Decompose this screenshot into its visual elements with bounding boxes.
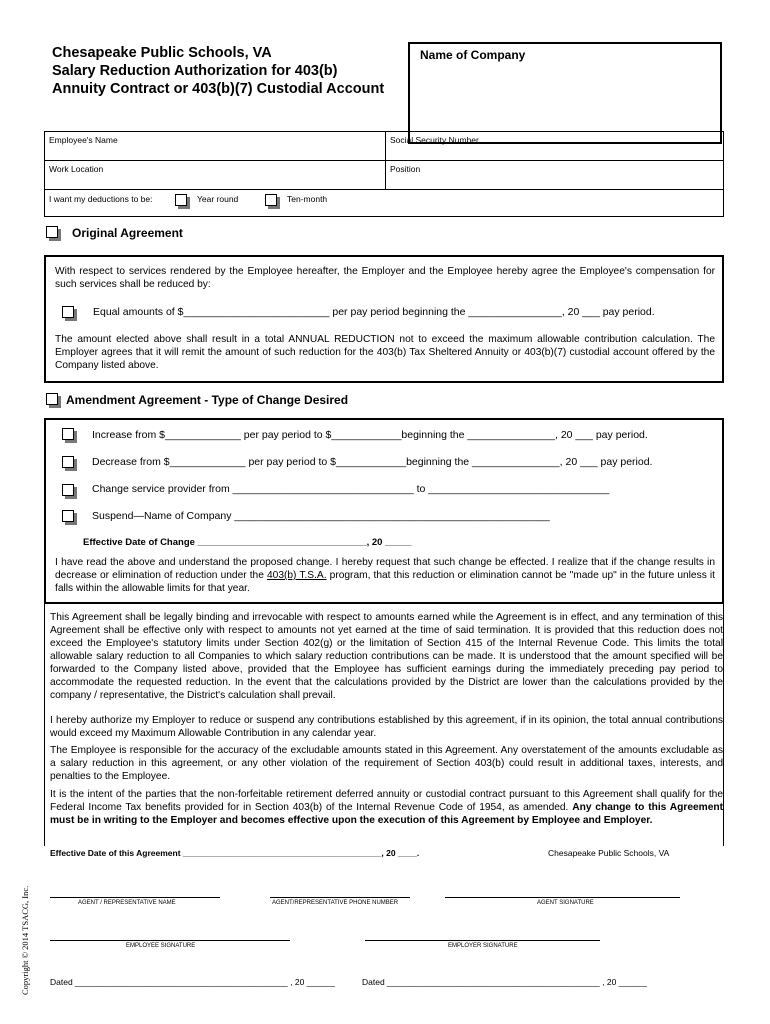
change-provider-line[interactable]: Change service provider from _______________________________ to _______________________________ [92,483,610,495]
amendment-heading: Amendment Agreement - Type of Change Desired [66,393,349,407]
increase-line[interactable]: Increase from $_____________ per pay period to $____________beginning the _______________, 20 ___ pay period. [92,429,648,441]
ten-month-label: Ten-month [287,194,328,204]
position-field[interactable]: Position [390,164,421,174]
form-title [52,44,384,98]
tsa-link[interactable]: 403(b) T.S.A. [267,570,327,581]
original-agreement-heading: Original Agreement [72,226,183,240]
suspend-line[interactable]: Suspend—Name of Company ______________________________________________________ [92,510,550,522]
terms-paragraph-1: This Agreement shall be legally binding and irrevocable with respect to amounts earned while the Agreement is in effect, and any termination of this Agreement shall be effective only with respect to amounts not yet earned at the time of said termination. It is provided that this reduction does not exceed the Employee's statutory limits under Section 402(g) or the limitation of Section 415 of the Internal Revenue Code. This limits the total allowable salary reduction to all Companies to which salary reduction contributions can be made. It is understood that the amount specified will be forwarded to the Company listed above, provided that the Employee has sufficient earnings during the immediately preceding pay period to accommodate the requested reduction. In the event that the calculations provided by the District are lower than the calculations provided by the company / representative, the District's calculation shall prevail. [50,612,723,701]
ssn-field[interactable]: Social Security Number [390,135,479,145]
equal-amounts-line[interactable]: Equal amounts of $_________________________ per pay period beginning the ________________, 20 ___ pay period. [93,306,655,318]
effective-change-line[interactable]: Effective Date of Change ________________________________, 20 _____ [83,537,412,548]
ack-part-1: I have read the above and understand the proposed change. I hereby request that such change be effected. I realize that if the change results in decrease or elimination of reduction under the [55,557,715,581]
agent-signature-line[interactable] [445,897,680,898]
increase-checkbox[interactable] [62,428,74,440]
company-name-field[interactable] [408,42,722,144]
agent-phone-line[interactable] [270,897,410,898]
ten-month-checkbox[interactable] [265,194,277,206]
deductions-label: I want my deductions to be: [49,194,153,204]
equal-amounts-checkbox[interactable] [62,306,74,318]
title-line-2: Salary Reduction Authorization for 403(b) [52,63,338,79]
terms-p4-text: It is the intent of the parties that the non-forfeitable retirement deferred annuity or custodial contract pursuant to this Agreement shall qualify for the Federal Income Tax benefits provided for in Section 403(b) of the Internal Revenue Code of 1954, as amended. [50,789,723,813]
year-round-label: Year round [197,194,239,204]
district-name: Chesapeake Public Schools, VA [548,848,670,858]
dated-employer[interactable]: Dated _____________________________________________ , 20 ______ [362,977,648,987]
employer-signature-line[interactable] [365,940,600,941]
change-provider-checkbox[interactable] [62,484,74,496]
year-round-checkbox[interactable] [175,194,187,206]
agent-phone-label: AGENT/REPRESENTATIVE PHONE NUMBER [272,900,399,906]
ack-part-2: program, that this reduction or elimination cannot be "made up" in the future unless it falls within the allowable limits for that year. [55,570,715,594]
employee-name-field[interactable]: Employee's Name [49,135,118,145]
original-note: The amount elected above shall result in a total ANNUAL REDUCTION not to exceed the maximum allowable contribution calculation. The Employer agrees that it will remit the amount of such reduction for the 403(b) Tax Sheltered Annuity or 403(b)(7) custodial account offered by the Company listed above. [55,334,715,371]
work-location-field[interactable]: Work Location [49,164,104,174]
agent-signature-label: AGENT SIGNATURE [537,900,594,906]
effective-agreement-line[interactable]: Effective Date of this Agreement __________________________________________, 20 ____. [50,848,420,858]
agent-name-label: AGENT / REPRESENTATIVE NAME [78,900,176,906]
decrease-line[interactable]: Decrease from $_____________ per pay period to $____________beginning the _______________, 20 ___ pay period. [92,456,653,468]
terms-p4-bold: Any change to this Agreement must be in writing to the Employer and becomes effective upon the execution of this Agreement by Employee and Employer. [50,802,723,826]
employee-signature-line[interactable] [50,940,290,941]
title-line-1: Chesapeake Public Schools, VA [52,45,272,61]
suspend-checkbox[interactable] [62,510,74,522]
company-name-label: Name of Company [420,48,526,62]
original-intro: With respect to services rendered by the Employee hereafter, the Employer and the Employee hereby agree the Employee's compensation for such services shall be reduced by: [55,266,715,290]
info-divider [385,132,386,189]
decrease-checkbox[interactable] [62,456,74,468]
amendment-checkbox[interactable] [46,393,58,405]
employee-signature-label: EMPLOYEE SIGNATURE [126,943,196,949]
dated-employee[interactable]: Dated _____________________________________________ , 20 ______ [50,977,336,987]
copyright-notice: Copyright © 2014 TSACG, Inc. [20,885,30,995]
terms-paragraph-4 [50,788,723,827]
info-row-name [45,132,723,161]
info-row-location [45,161,723,190]
title-line-3: Annuity Contract or 403(b)(7) Custodial Account [52,81,385,97]
acknowledgement [55,556,715,595]
agent-name-line[interactable] [50,897,220,898]
original-agreement-checkbox[interactable] [46,226,58,238]
terms-paragraph-3: The Employee is responsible for the accuracy of the excludable amounts stated in this Agreement. Any overstatement of the amounts excludable as a salary reduction in this agreement, or any other violation of the requirement of Section 403(b) could result in additional taxes, interests, and penalties to the Employee. [50,745,723,782]
terms-paragraph-2: I hereby authorize my Employer to reduce or suspend any contributions established by this agreement, if in its opinion, the total annual contributions would exceed my Maximum Allowable Contribution in any calendar year. [50,715,723,739]
employer-signature-label: EMPLOYER SIGNATURE [448,943,518,949]
employee-info-box [44,131,724,217]
